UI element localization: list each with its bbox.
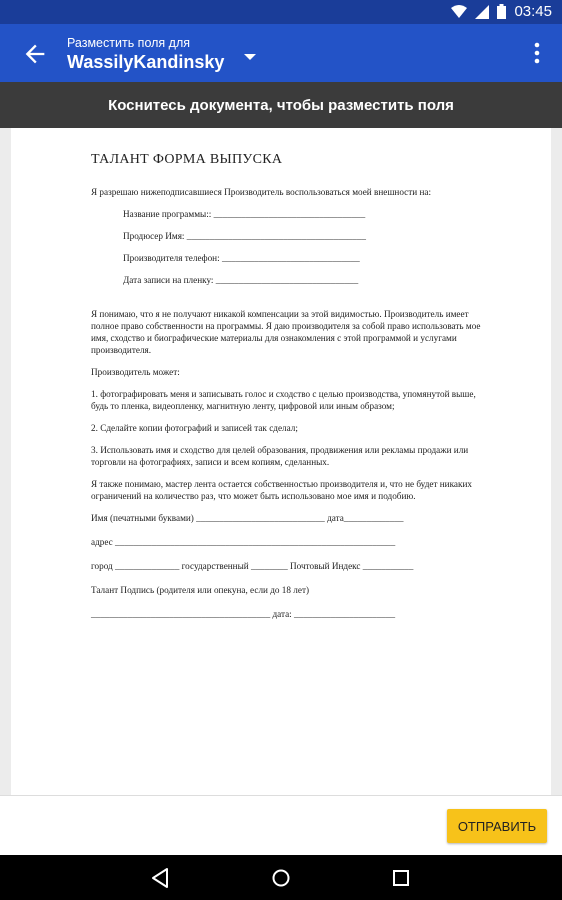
square-recents-icon[interactable] — [389, 866, 413, 890]
arrow-back-icon[interactable] — [20, 40, 50, 68]
name-date-line: Имя (печатными буквами) ____________________________ дата_____________ — [91, 513, 404, 523]
instruction-banner — [0, 82, 562, 128]
document-text — [91, 154, 491, 630]
signature-line: _______________________________________ дата: ______________________ — [91, 609, 396, 619]
field-recording-date: Дата записи на пленку: _______________________________ — [123, 275, 359, 285]
signal-icon — [475, 5, 489, 19]
field-producer-name: Продюсер Имя: _______________________________________ — [123, 231, 366, 241]
document-viewer[interactable] — [0, 128, 562, 795]
circle-home-icon[interactable] — [269, 866, 293, 890]
app-bar-title: WassilyKandinsky — [67, 52, 225, 72]
document-paragraph-2: Я также понимаю, мастер лента остается собственностью производителя и, что не будет никаких ограничений на количество раз, что может быть использовано мое имя и подобию. — [91, 479, 472, 501]
address-line: адрес _____________________________________________________________ — [91, 537, 396, 547]
more-vert-icon[interactable] — [534, 42, 540, 64]
document-may: Производитель может: — [91, 367, 180, 377]
document-item-2: 2. Сделайте копии фотографий и записей так сделал; — [91, 423, 298, 433]
city-state-zip-line: город ______________ государственный ________ Почтовый Индекс ___________ — [91, 561, 414, 571]
document-item-3: 3. Использовать имя и сходство для целей образования, продвижения или рекламы продажи или торговли на фотографиях, записи и всем копиям, сделанных. — [91, 445, 469, 467]
recipient-selector[interactable] — [67, 51, 256, 73]
status-time: 03:45 — [514, 3, 552, 20]
system-nav-bar — [0, 855, 562, 900]
document-heading: ТАЛАНТ ФОРМА ВЫПУСКА — [91, 152, 283, 167]
banner-text: Коснитесь документа, чтобы разместить поля — [108, 96, 454, 114]
status-bar — [0, 0, 562, 24]
send-button[interactable]: ОТПРАВИТЬ — [447, 809, 547, 843]
dropdown-caret-icon[interactable] — [244, 54, 256, 60]
field-producer-phone: Производителя телефон: ______________________________ — [123, 253, 360, 263]
wifi-icon — [451, 5, 467, 19]
app-bar-subtitle: Разместить поля для — [67, 36, 191, 50]
triangle-back-icon[interactable] — [149, 866, 173, 890]
document-page[interactable] — [11, 128, 551, 795]
status-icons — [451, 3, 552, 20]
document-item-1: 1. фотографировать меня и записывать голос и сходство с целью производства, упомянутой выше, будь то пленка, видеопленку, магнитную ленту, цифровой или иным образом; — [91, 389, 476, 411]
document-paragraph-1: Я понимаю, что я не получают никакой компенсации за этой видимостью. Производитель имеет полное право собственности на программы. Я даю производителя за собой право использовать мое имя, сходство и биографические материалы для ознакомления с этой программой и услугами производителя. — [91, 309, 481, 355]
document-intro: Я разрешаю нижеподписавшиеся Производитель воспользоваться моей внешности на: — [91, 187, 432, 197]
app-bar — [0, 24, 562, 82]
signature-label: Талант Подпись (родителя или опекуна, если до 18 лет) — [91, 585, 310, 595]
field-program-name: Название программы:: _________________________________ — [123, 209, 366, 219]
footer — [0, 795, 562, 856]
app-bar-titles[interactable] — [67, 35, 256, 73]
battery-icon — [497, 4, 506, 19]
